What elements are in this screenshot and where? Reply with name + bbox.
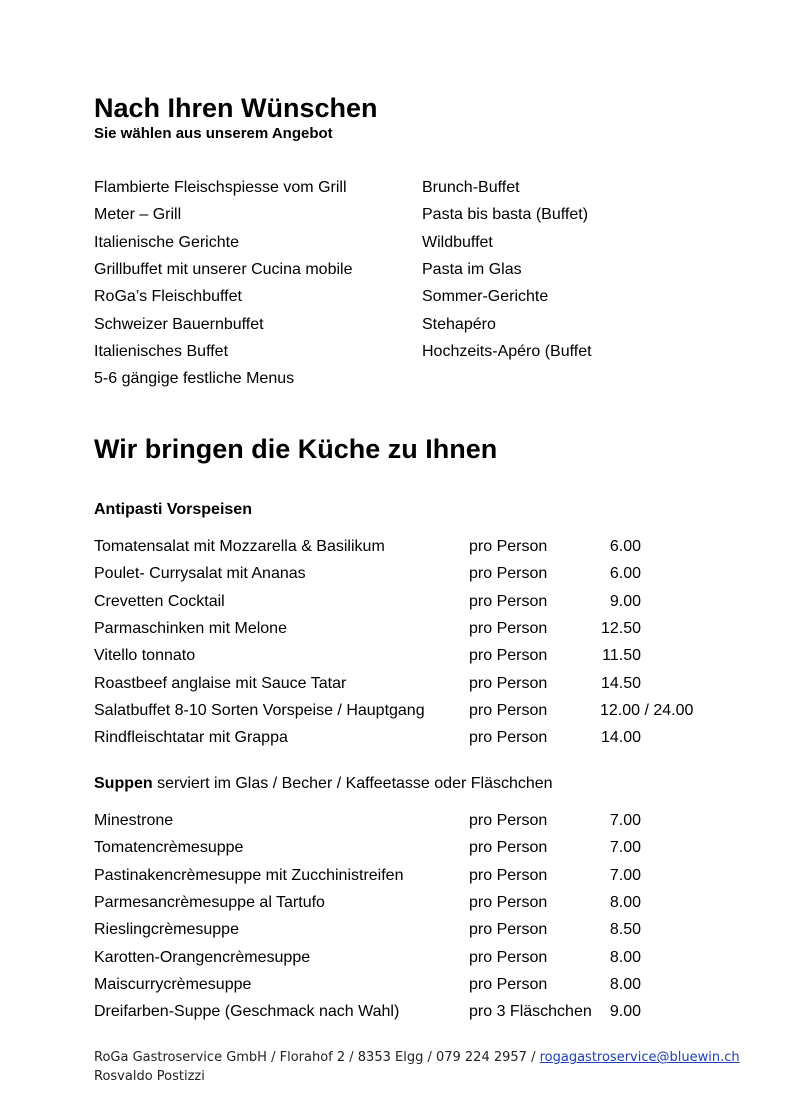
menu-item-unit: pro Person [469, 948, 548, 966]
menu-item-unit: pro Person [469, 839, 548, 857]
menu-item-unit: pro Person [469, 866, 548, 884]
menu-item-unit: pro Person [469, 701, 548, 719]
menu-item-price: 8.50 [609, 921, 641, 939]
offer-item: Wildbuffet [422, 233, 493, 251]
offer-item: Flambierte Fleischspiesse vom Grill [94, 179, 347, 196]
menu-item-unit: pro Person [469, 538, 548, 555]
menu-item-price: 12.50 [600, 619, 641, 637]
menu-item-unit: pro 3 Fläschchen [469, 1003, 592, 1021]
menu-item-unit: pro Person [469, 975, 548, 993]
section-title: Wir bringen die Küche zu Ihnen [94, 434, 498, 464]
menu-item-name: Pastinakencrèmesuppe mit Zucchinistreifen [94, 866, 404, 884]
offer-item: Hochzeits-Apéro (Buffet [422, 342, 592, 360]
suppen-heading [94, 775, 553, 793]
menu-item-name: Tomatencrèmesuppe [94, 839, 244, 857]
menu-item-unit: pro Person [469, 592, 548, 610]
menu-item-price: 8.00 [609, 948, 641, 966]
menu-item-name: Parmesancrèmesuppe al Tartufo [94, 893, 325, 911]
footer-address: RoGa Gastroservice GmbH / Florahof 2 / 8353 Elgg / 079 224 2957 / [94, 1050, 540, 1065]
menu-item-price: 9.00 [609, 592, 641, 610]
menu-item-price: 7.00 [609, 839, 641, 857]
menu-item-name: Minestrone [94, 812, 174, 829]
menu-item-unit: pro Person [469, 565, 548, 583]
offer-item: Schweizer Bauernbuffet [94, 315, 264, 333]
menu-item-name: Rieslingcrèmesuppe [94, 921, 239, 939]
suppen-heading-rest: serviert im Glas / Becher / Kaffeetasse oder Fläschchen [152, 775, 553, 792]
offer-item: RoGa’s Fleischbuffet [94, 288, 242, 306]
suppen-heading-bold: Suppen [94, 775, 153, 792]
menu-item-unit: pro Person [469, 647, 548, 665]
menu-item-unit: pro Person [469, 729, 548, 747]
page-subtitle: Sie wählen aus unserem Angebot [94, 125, 333, 142]
offer-item: Grillbuffet mit unserer Cucina mobile [94, 260, 353, 278]
menu-item-unit: pro Person [469, 893, 548, 911]
menu-item-name: Salatbuffet 8-10 Sorten Vorspeise / Hauptgang [94, 701, 425, 719]
offer-item: Sommer-Gerichte [422, 288, 549, 306]
menu-item-price: 7.00 [609, 812, 641, 829]
offer-item: Pasta im Glas [422, 260, 522, 278]
menu-item-price: 6.00 [609, 565, 641, 583]
menu-item-price: 14.00 [600, 729, 641, 747]
offer-item: Brunch-Buffet [422, 179, 520, 196]
menu-item-price: 9.00 [609, 1003, 641, 1021]
offer-item: Pasta bis basta (Buffet) [422, 206, 589, 224]
menu-item-name: Tomatensalat mit Mozzarella & Basilikum [94, 538, 385, 555]
footer-email-link[interactable]: rogagastroservice@bluewin.ch [539, 1050, 740, 1065]
menu-item-name: Vitello tonnato [94, 647, 196, 665]
menu-item-name: Poulet- Currysalat mit Ananas [94, 565, 306, 583]
menu-item-price: 14.50 [600, 674, 641, 692]
offer-item: Meter – Grill [94, 206, 182, 224]
menu-item-unit: pro Person [469, 619, 548, 637]
menu-item-name: Rindfleischtatar mit Grappa [94, 729, 288, 747]
menu-item-name: Dreifarben-Suppe (Geschmack nach Wahl) [94, 1003, 400, 1021]
footer-name: Rosvaldo Postizzi [94, 1069, 205, 1084]
menu-item-name: Crevetten Cocktail [94, 592, 225, 610]
menu-item-price: 8.00 [609, 893, 641, 911]
menu-item-price: 11.50 [602, 647, 641, 665]
menu-item-name: Karotten-Orangencrèmesuppe [94, 948, 311, 966]
menu-item-price: 7.00 [609, 866, 641, 884]
menu-item-unit: pro Person [469, 921, 548, 939]
antipasti-heading: Antipasti Vorspeisen [94, 501, 252, 518]
offer-item: 5-6 gängige festliche Menus [94, 370, 295, 388]
menu-item-unit: pro Person [469, 812, 548, 829]
menu-item-name: Maiscurrycrèmesuppe [94, 975, 252, 993]
menu-item-price: 8.00 [609, 975, 641, 993]
menu-item-name: Roastbeef anglaise mit Sauce Tatar [94, 674, 347, 692]
menu-item-unit: pro Person [469, 674, 548, 692]
page-title: Nach Ihren Wünschen [94, 93, 378, 123]
offer-item: Stehapéro [422, 315, 496, 333]
menu-item-price: 12.00 / 24.00 [600, 701, 694, 719]
menu-item-name: Parmaschinken mit Melone [94, 619, 287, 637]
footer [94, 1050, 740, 1065]
offer-item: Italienisches Buffet [94, 342, 229, 360]
offer-item: Italienische Gerichte [94, 233, 239, 251]
menu-item-price: 6.00 [609, 538, 641, 555]
